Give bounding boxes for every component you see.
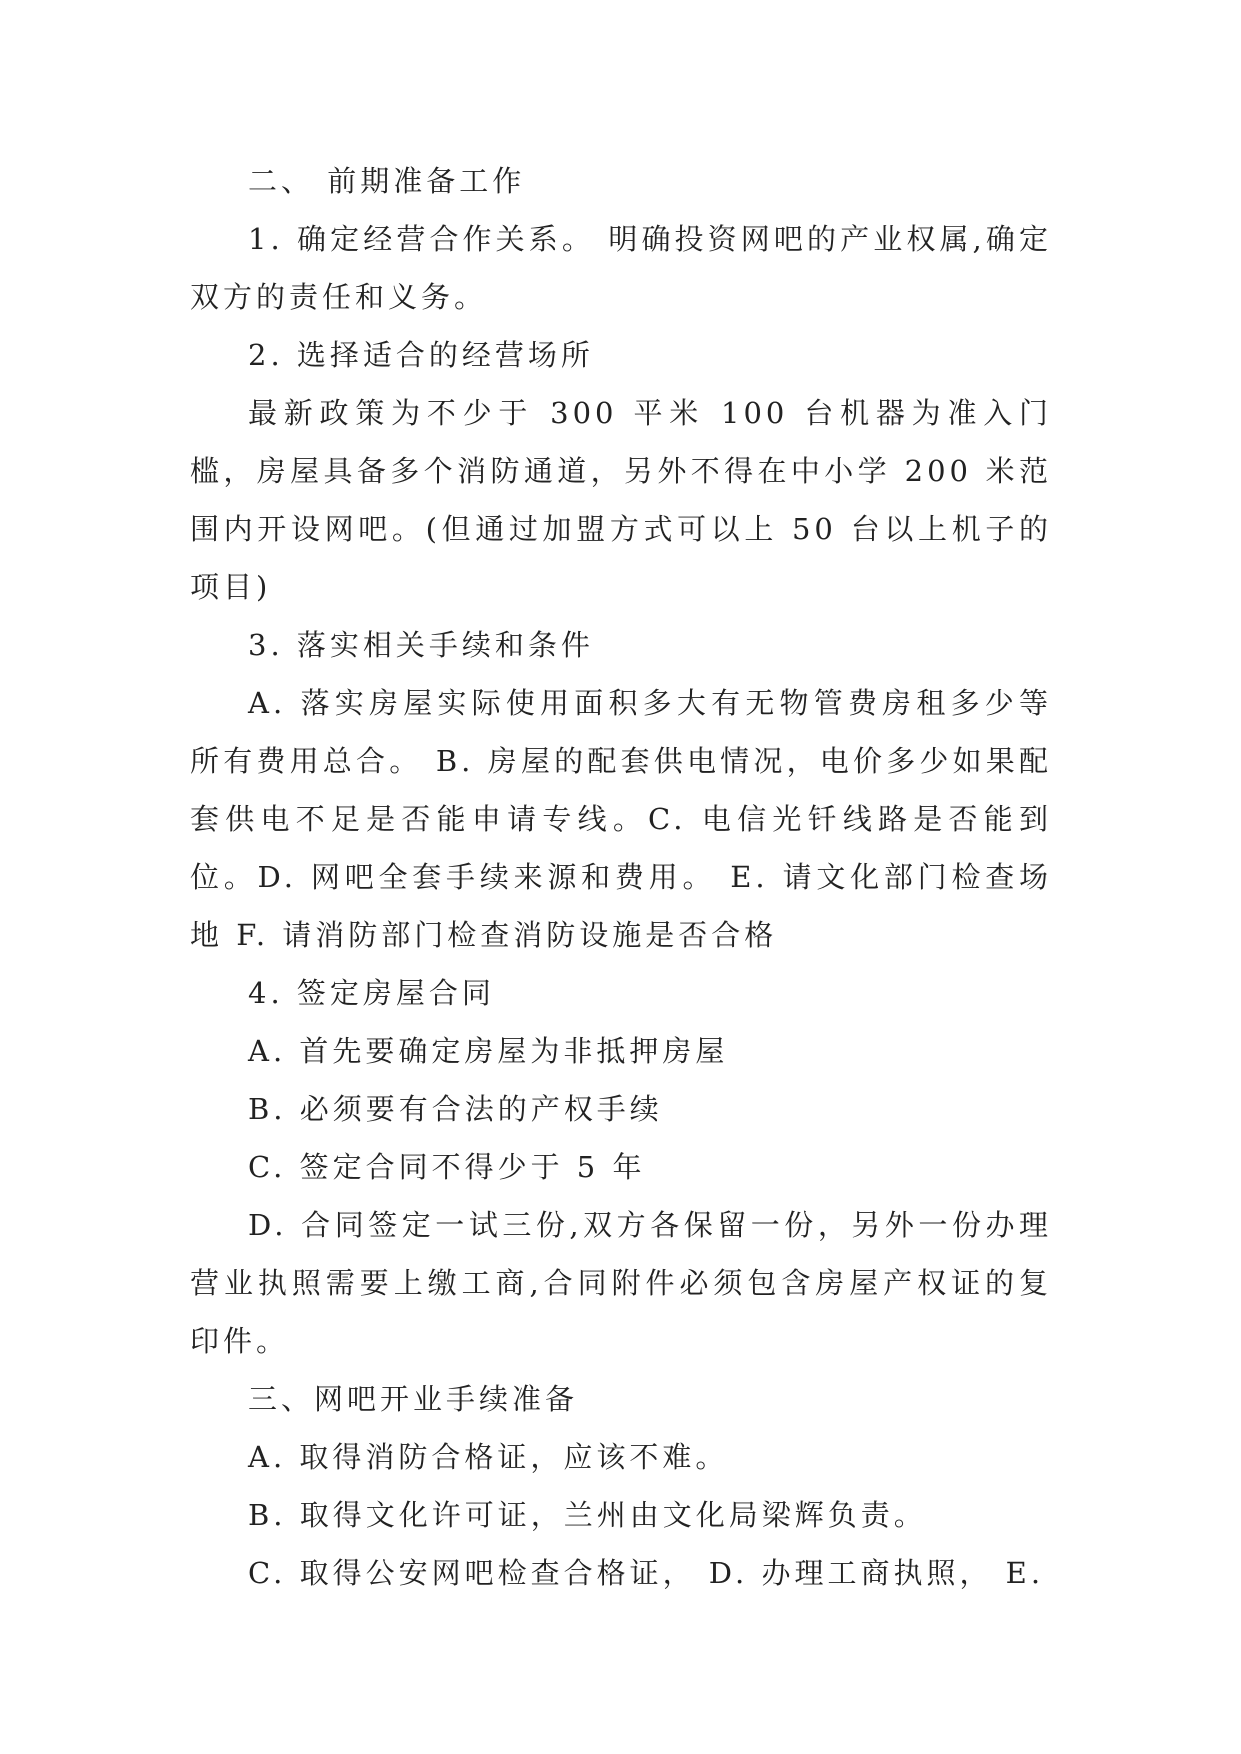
section-heading: 二、 前期准备工作 bbox=[248, 164, 526, 198]
item-4-b: B. 必须要有合法的产权手续 bbox=[248, 1092, 663, 1126]
policy-paragraph: 最新政策为不少于 300 平米 100 台机器为准入门槛，房屋具备多个消防通道，另外不得在中小学 200 米范围内开设网吧。(但通过加盟方式可以上 50 台以上机子的项目) bbox=[190, 396, 1052, 604]
item-4-a: A. 首先要确定房屋为非抵押房屋 bbox=[248, 1034, 729, 1068]
item-1: 1. 确定经营合作关系。 明确投资网吧的产业权属,确定双方的责任和义务。 bbox=[190, 222, 1052, 314]
item-4-heading: 4. 签定房屋合同 bbox=[248, 976, 495, 1010]
section-3-heading: 三、网吧开业手续准备 bbox=[248, 1382, 579, 1416]
section-3-a: A. 取得消防合格证，应该不难。 bbox=[248, 1440, 729, 1474]
section-3-b: B. 取得文化许可证，兰州由文化局梁辉负责。 bbox=[248, 1498, 927, 1532]
document-page bbox=[190, 152, 1052, 1602]
item-4-c: C. 签定合同不得少于 5 年 bbox=[248, 1150, 646, 1184]
section-3-c: C. 取得公安网吧检查合格证， D. 办理工商执照， E. bbox=[248, 1556, 1045, 1590]
item-3-details: A. 落实房屋实际使用面积多大有无物管费房租多少等所有费用总合。 B. 房屋的配套供电情况，电价多少如果配套供电不足是否能申请专线。C. 电信光钎线路是否能到位。D. 网吧全套手续来源和费用。 E. 请文化部门检查场地 F. 请消防部门检查消防设施是否合格 bbox=[190, 686, 1052, 952]
item-4-d: D. 合同签定一试三份,双方各保留一份，另外一份办理营业执照需要上缴工商,合同附件必须包含房屋产权证的复印件。 bbox=[190, 1208, 1052, 1358]
item-2-heading: 2. 选择适合的经营场所 bbox=[248, 338, 594, 372]
item-3-heading: 3. 落实相关手续和条件 bbox=[248, 628, 594, 662]
